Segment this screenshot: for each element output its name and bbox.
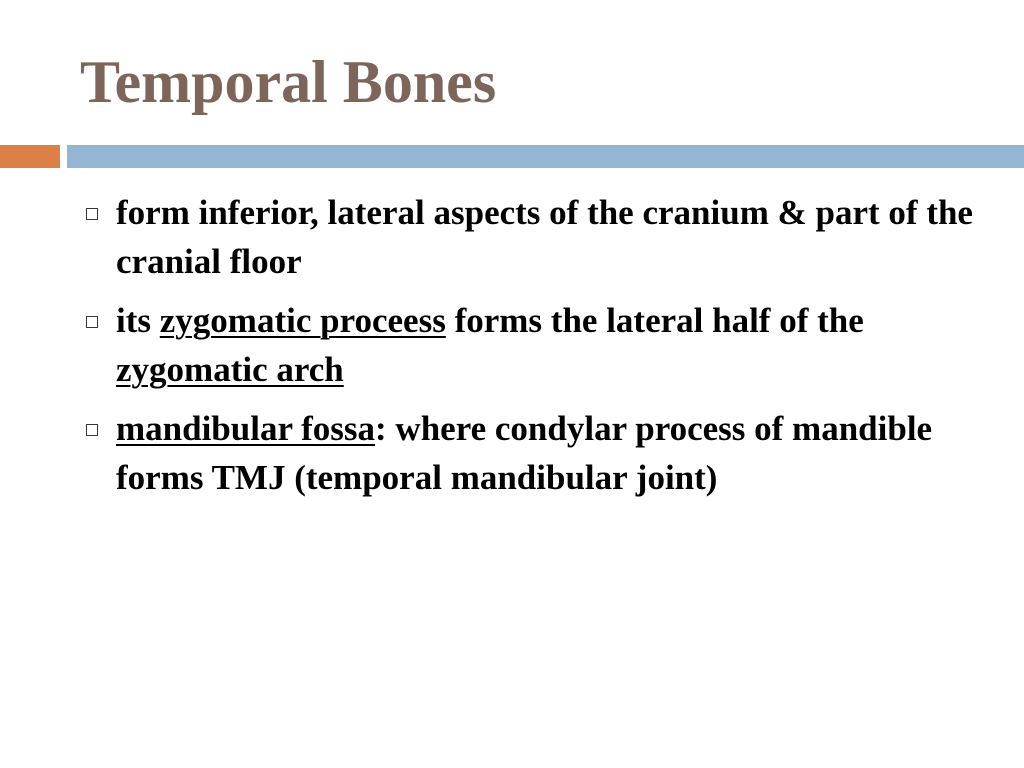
accent-bar-right (67, 145, 1024, 168)
bullet-text-middle: forms the lateral half of the (445, 301, 864, 340)
bullet-item-mandibular-fossa (78, 404, 978, 502)
bullet-list (78, 188, 978, 512)
term-mandibular-fossa: mandibular fossa (116, 409, 376, 448)
bullet-item-cranium (78, 188, 978, 286)
term-zygomatic-arch: zygomatic arch (116, 350, 344, 389)
bullet-item-zygomatic (78, 296, 978, 394)
term-zygomatic-process: zygomatic proceess (159, 301, 446, 340)
bullet-text-rest: : where condylar process of mandible forms TMJ (temporal mandibular joint) (116, 409, 933, 497)
bullet-text: form inferior, lateral aspects of the cranium & part of the cranial floor (116, 193, 973, 281)
slide-title: Temporal Bones (80, 49, 497, 115)
square-bullet-icon (86, 316, 98, 328)
accent-bar-left (0, 145, 60, 168)
bullet-text-prefix: its (116, 301, 160, 340)
square-bullet-icon (86, 208, 98, 220)
square-bullet-icon (86, 424, 98, 436)
